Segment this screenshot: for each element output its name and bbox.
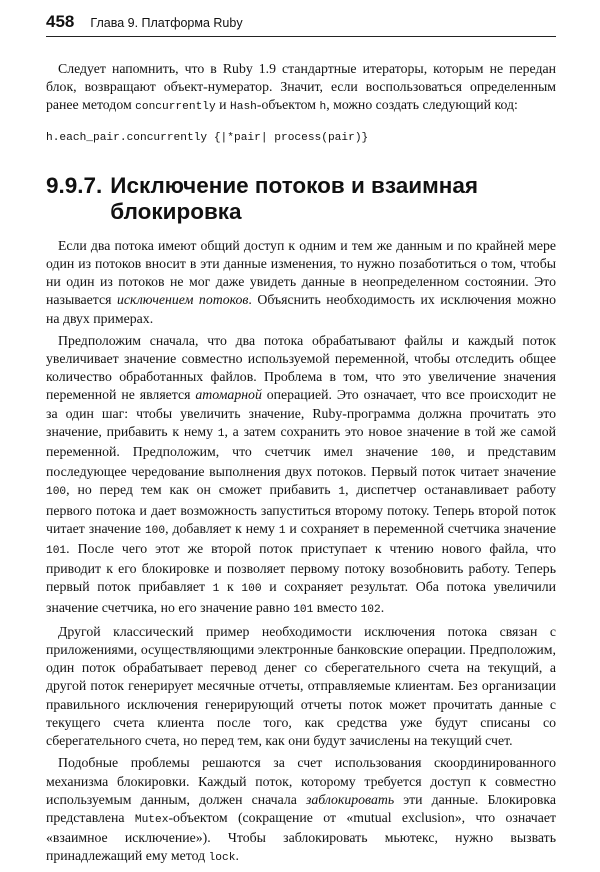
inline-code: 100 [430,448,452,461]
inline-code: Mutex [134,813,169,826]
text-run: и сохраняет результат. Оба потока увеличили значение счетчика, но его значение равно [46,579,556,615]
inline-code: 1 [212,583,220,596]
text-run: . После чего этот же второй поток приступает к чтению нового файла, что приводит к его блокировке и позволяет первому потоку возобновить работу. Теперь первый поток прибавляет [46,541,556,595]
emphasis: исключением потоков [117,292,249,308]
intro-paragraph [46,60,556,117]
inline-code: 101 [46,545,67,558]
text-run: . [235,848,239,864]
text-run: , и представим последующее чередование выполнения двух потоков. Первый поток читает значение [46,444,556,480]
text-run: . Объяснить необходимость их исключения можно на двух примерах. [46,292,556,326]
section-number: 9.9.7. [46,172,103,198]
text-run: Предположим сначала, что два потока обрабатывают файлы и каждый поток увеличивает значение совместно используемой переменной, чтобы отследить общее количество обработанных файлов. Проблема в том, что это увеличение значения переменной не является [46,332,556,403]
page-header [46,12,556,37]
text-run: -объектом (сокращение от «mutual exclusion», что означает «взаимное исключение»). Чтобы заблокировать мьютекс, нужно вызвать принадлежащий ему метод [46,809,556,864]
text-run: Подобные проблемы решаются за счет использования скоординированного механизма блокировки. Каждый поток, которому требуется доступ к совместно используемым данным, должен сначала [46,755,556,807]
text-run: Если два потока имеют общий доступ к одним и тем же данным и по крайней мере один из потоков вносит в эти данные изменения, то нужно позаботиться о том, чтобы ни один из потоков не мог даже увидеть данные в неопределенном состоянии. Это называется [46,237,556,308]
inline-code: h [319,101,327,114]
running-title: Глава 9. Платформа Ruby [90,16,243,30]
text-run: вместо [313,599,361,615]
text-run: операцией. Это означает, что все происходит не за один шаг: чтобы увеличить значение, Ruby-программа должна прочитать это значение, прибавить к нему [46,387,556,439]
emphasis: атомарной [195,387,262,403]
inline-code: 100 [241,583,262,596]
inline-code: 1 [278,524,286,537]
paragraph-2 [46,332,556,619]
inline-code: 102 [360,603,381,616]
text-run: , можно создать следующий код: [326,97,518,113]
text-run: эти данные. Блокировка представлена [46,791,556,825]
page-content [46,60,556,872]
inline-code: 100 [144,524,166,537]
text-run: , но перед тем как он сможет прибавить [66,482,339,498]
code-example: h.each_pair.concurrently {|*pair| process(pair)} [46,131,369,144]
paragraph-4 [46,754,556,867]
inline-code: concurrently [135,101,216,114]
text-run: к [219,579,242,595]
text-run: Следует напомнить, что в Ruby 1.9 стандартные итераторы, которым не передан блок, возвращают объект-нумератор. Значит, если воспользоваться определенным ранее методом [46,61,556,113]
text-run: , добавляет к нему [165,520,279,536]
section-title: Исключение потоков и взаимная блокировка [110,172,478,224]
paragraph-3: Другой классический пример необходимости исключения потока связан с приложениями, осуществляющими электронные банковские операции. Предположим, один поток обрабатывает перевод денег со сберегательного счета на текущий, а другой поток генерирует месячные отчеты, отправляемые клиентам. Без организации правильного исключения генерирующий отчеты поток может прочитать данные с текущего счета клиента после того, как средства уже будут списаны со сберегательного счета, но перед тем, как они будут зачислены на текущий счет. [46,623,556,749]
text-run: , а затем сохранить это новое значение в той же самой переменной. Предположим, что счетчик имел значение [46,423,556,460]
inline-code: 1 [338,486,346,499]
inline-code: Hash [230,101,257,114]
text-run: и [215,97,231,113]
inline-code: 100 [46,486,67,499]
text-run: , диспетчер останавливает работу первого потока и дает возможность запуститься второму потоку. Теперь второй поток читает значение [46,482,557,536]
text-run: . [380,599,385,615]
paragraph-1 [46,237,556,328]
page-number: 458 [46,12,75,31]
text-run: -объектом [256,97,320,113]
emphasis: заблокировать [305,791,395,807]
inline-code: lock [208,852,236,865]
section-heading [46,173,556,225]
text-run: и сохраняет в переменной счетчика значение [285,520,556,536]
inline-code: 1 [217,427,225,440]
inline-code: 101 [293,603,314,616]
